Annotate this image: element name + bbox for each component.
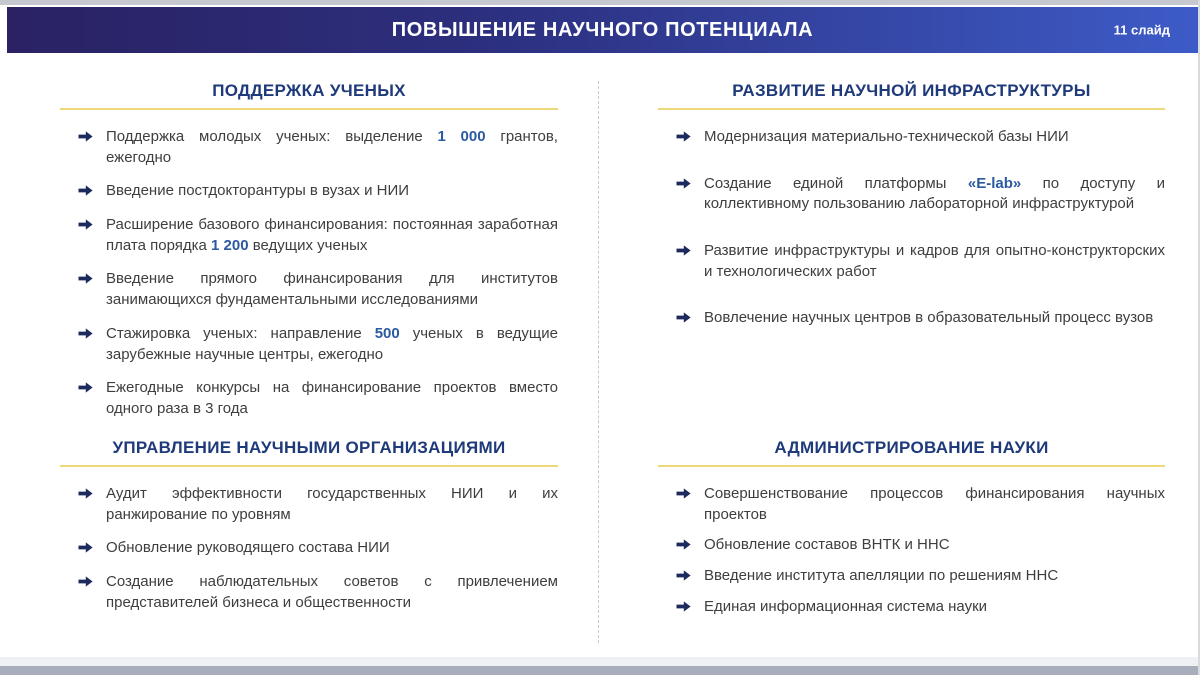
- arrow-right-icon: [78, 382, 93, 393]
- bullet-item: [658, 241, 1165, 282]
- bullet-item: [658, 308, 1165, 329]
- bottom-frame: [0, 657, 1198, 675]
- section-science-infrastructure: [600, 81, 1198, 438]
- bullet-item: [658, 535, 1165, 556]
- bullet-text: Обновление руководящего состава НИИ: [106, 539, 390, 557]
- bullet-item: [60, 572, 558, 613]
- title-bar: [7, 7, 1198, 53]
- bullet-text: Аудит эффективности государственных НИИ и их ранжирование по уровням: [106, 485, 558, 523]
- bullet-text: Поддержка молодых ученых: выделение 1 000 грантов, ежегодно: [106, 128, 558, 166]
- heading-underline: [658, 465, 1165, 467]
- arrow-right-icon: [676, 539, 691, 550]
- bullet-item: [60, 538, 558, 559]
- top-frame-strip: [0, 0, 1198, 7]
- heading-underline: [658, 108, 1165, 110]
- arrow-right-icon: [676, 245, 691, 256]
- bullet-item: [60, 484, 558, 525]
- bullet-list: [60, 484, 558, 613]
- section-managing-organizations: [0, 438, 600, 655]
- bullet-text: Вовлечение научных центров в образовательный процесс вузов: [704, 309, 1154, 327]
- heading-underline: [60, 108, 558, 110]
- arrow-right-icon: [78, 131, 93, 142]
- bullet-item: [658, 484, 1165, 525]
- bullet-item: [60, 181, 558, 202]
- arrow-right-icon: [676, 312, 691, 323]
- slide-content: [0, 53, 1198, 655]
- bullet-item: [658, 597, 1165, 618]
- bullet-text: Введение прямого финансирования для институтов занимающихся фундаментальными исследованиями: [106, 270, 558, 309]
- bullet-text: Модернизация материально-технической базы НИИ: [704, 128, 1069, 145]
- arrow-right-icon: [676, 178, 691, 189]
- bullet-item: [60, 127, 558, 168]
- bullet-text: Расширение базового финансирования: постоянная заработная плата порядка 1 200 ведущих ученых: [106, 216, 558, 254]
- bullet-text: Совершенствование процессов финансирования научных проектов: [704, 485, 1165, 523]
- section-heading: УПРАВЛЕНИЕ НАУЧНЫМИ ОРГАНИЗАЦИЯМИ: [112, 438, 506, 457]
- bullet-item: [60, 269, 558, 310]
- bullet-text: Единая информационная система науки: [704, 597, 988, 615]
- arrow-right-icon: [676, 131, 691, 142]
- bottom-light-strip: [0, 657, 1198, 666]
- bullet-list: [658, 484, 1165, 617]
- arrow-right-icon: [676, 488, 691, 499]
- bullet-text: Обновление составов ВНТК и ННС: [704, 536, 950, 554]
- arrow-right-icon: [78, 219, 93, 230]
- slide-number: 11 слайд: [1113, 22, 1170, 38]
- arrow-right-icon: [78, 185, 93, 196]
- section-science-administration: [600, 438, 1198, 655]
- arrow-right-icon: [676, 570, 691, 581]
- section-heading: ПОДДЕРЖКА УЧЕНЫХ: [212, 81, 406, 100]
- arrow-right-icon: [78, 328, 93, 339]
- bullet-item: [60, 324, 558, 365]
- bullet-text: Введение постдокторантуры в вузах и НИИ: [106, 182, 410, 200]
- slide-title: ПОВЫШЕНИЕ НАУЧНОГО ПОТЕНЦИАЛА: [391, 18, 814, 41]
- bullet-text: Стажировка ученых: направление 500 ученых в ведущие зарубежные научные центры, ежегодно: [106, 324, 558, 363]
- section-heading: АДМИНИСТРИРОВАНИЕ НАУКИ: [774, 438, 1049, 457]
- column-divider: [598, 81, 599, 643]
- arrow-right-icon: [676, 601, 691, 612]
- bullet-text: Развитие инфраструктуры и кадров для опытно-конструкторских и технологических работ: [704, 242, 1165, 280]
- bullet-text: Создание наблюдательных советов с привлечением представителей бизнеса и общественности: [106, 573, 558, 611]
- bullet-text: Ежегодные конкурсы на финансирование проектов вместо одного раза в 3 года: [106, 379, 558, 417]
- arrow-right-icon: [78, 576, 93, 587]
- section-heading: РАЗВИТИЕ НАУЧНОЙ ИНФРАСТРУКТУРЫ: [732, 81, 1091, 100]
- section-support-scientists: [0, 81, 600, 438]
- bullet-item: [658, 127, 1165, 148]
- bullet-list: [658, 127, 1165, 329]
- bullet-item: [658, 566, 1165, 587]
- bottom-dark-strip: [0, 666, 1198, 675]
- bullet-text: Введение института апелляции по решениям ННС: [704, 567, 1059, 585]
- arrow-right-icon: [78, 488, 93, 499]
- bullet-text: Создание единой платформы «E-lab» по доступу и коллективному пользованию лабораторной инфраструктурой: [704, 174, 1165, 213]
- bullet-item: [60, 215, 558, 256]
- arrow-right-icon: [78, 542, 93, 553]
- arrow-right-icon: [78, 273, 93, 284]
- bullet-item: [658, 174, 1165, 215]
- bullet-list: [60, 127, 558, 420]
- heading-underline: [60, 465, 558, 467]
- bullet-item: [60, 378, 558, 419]
